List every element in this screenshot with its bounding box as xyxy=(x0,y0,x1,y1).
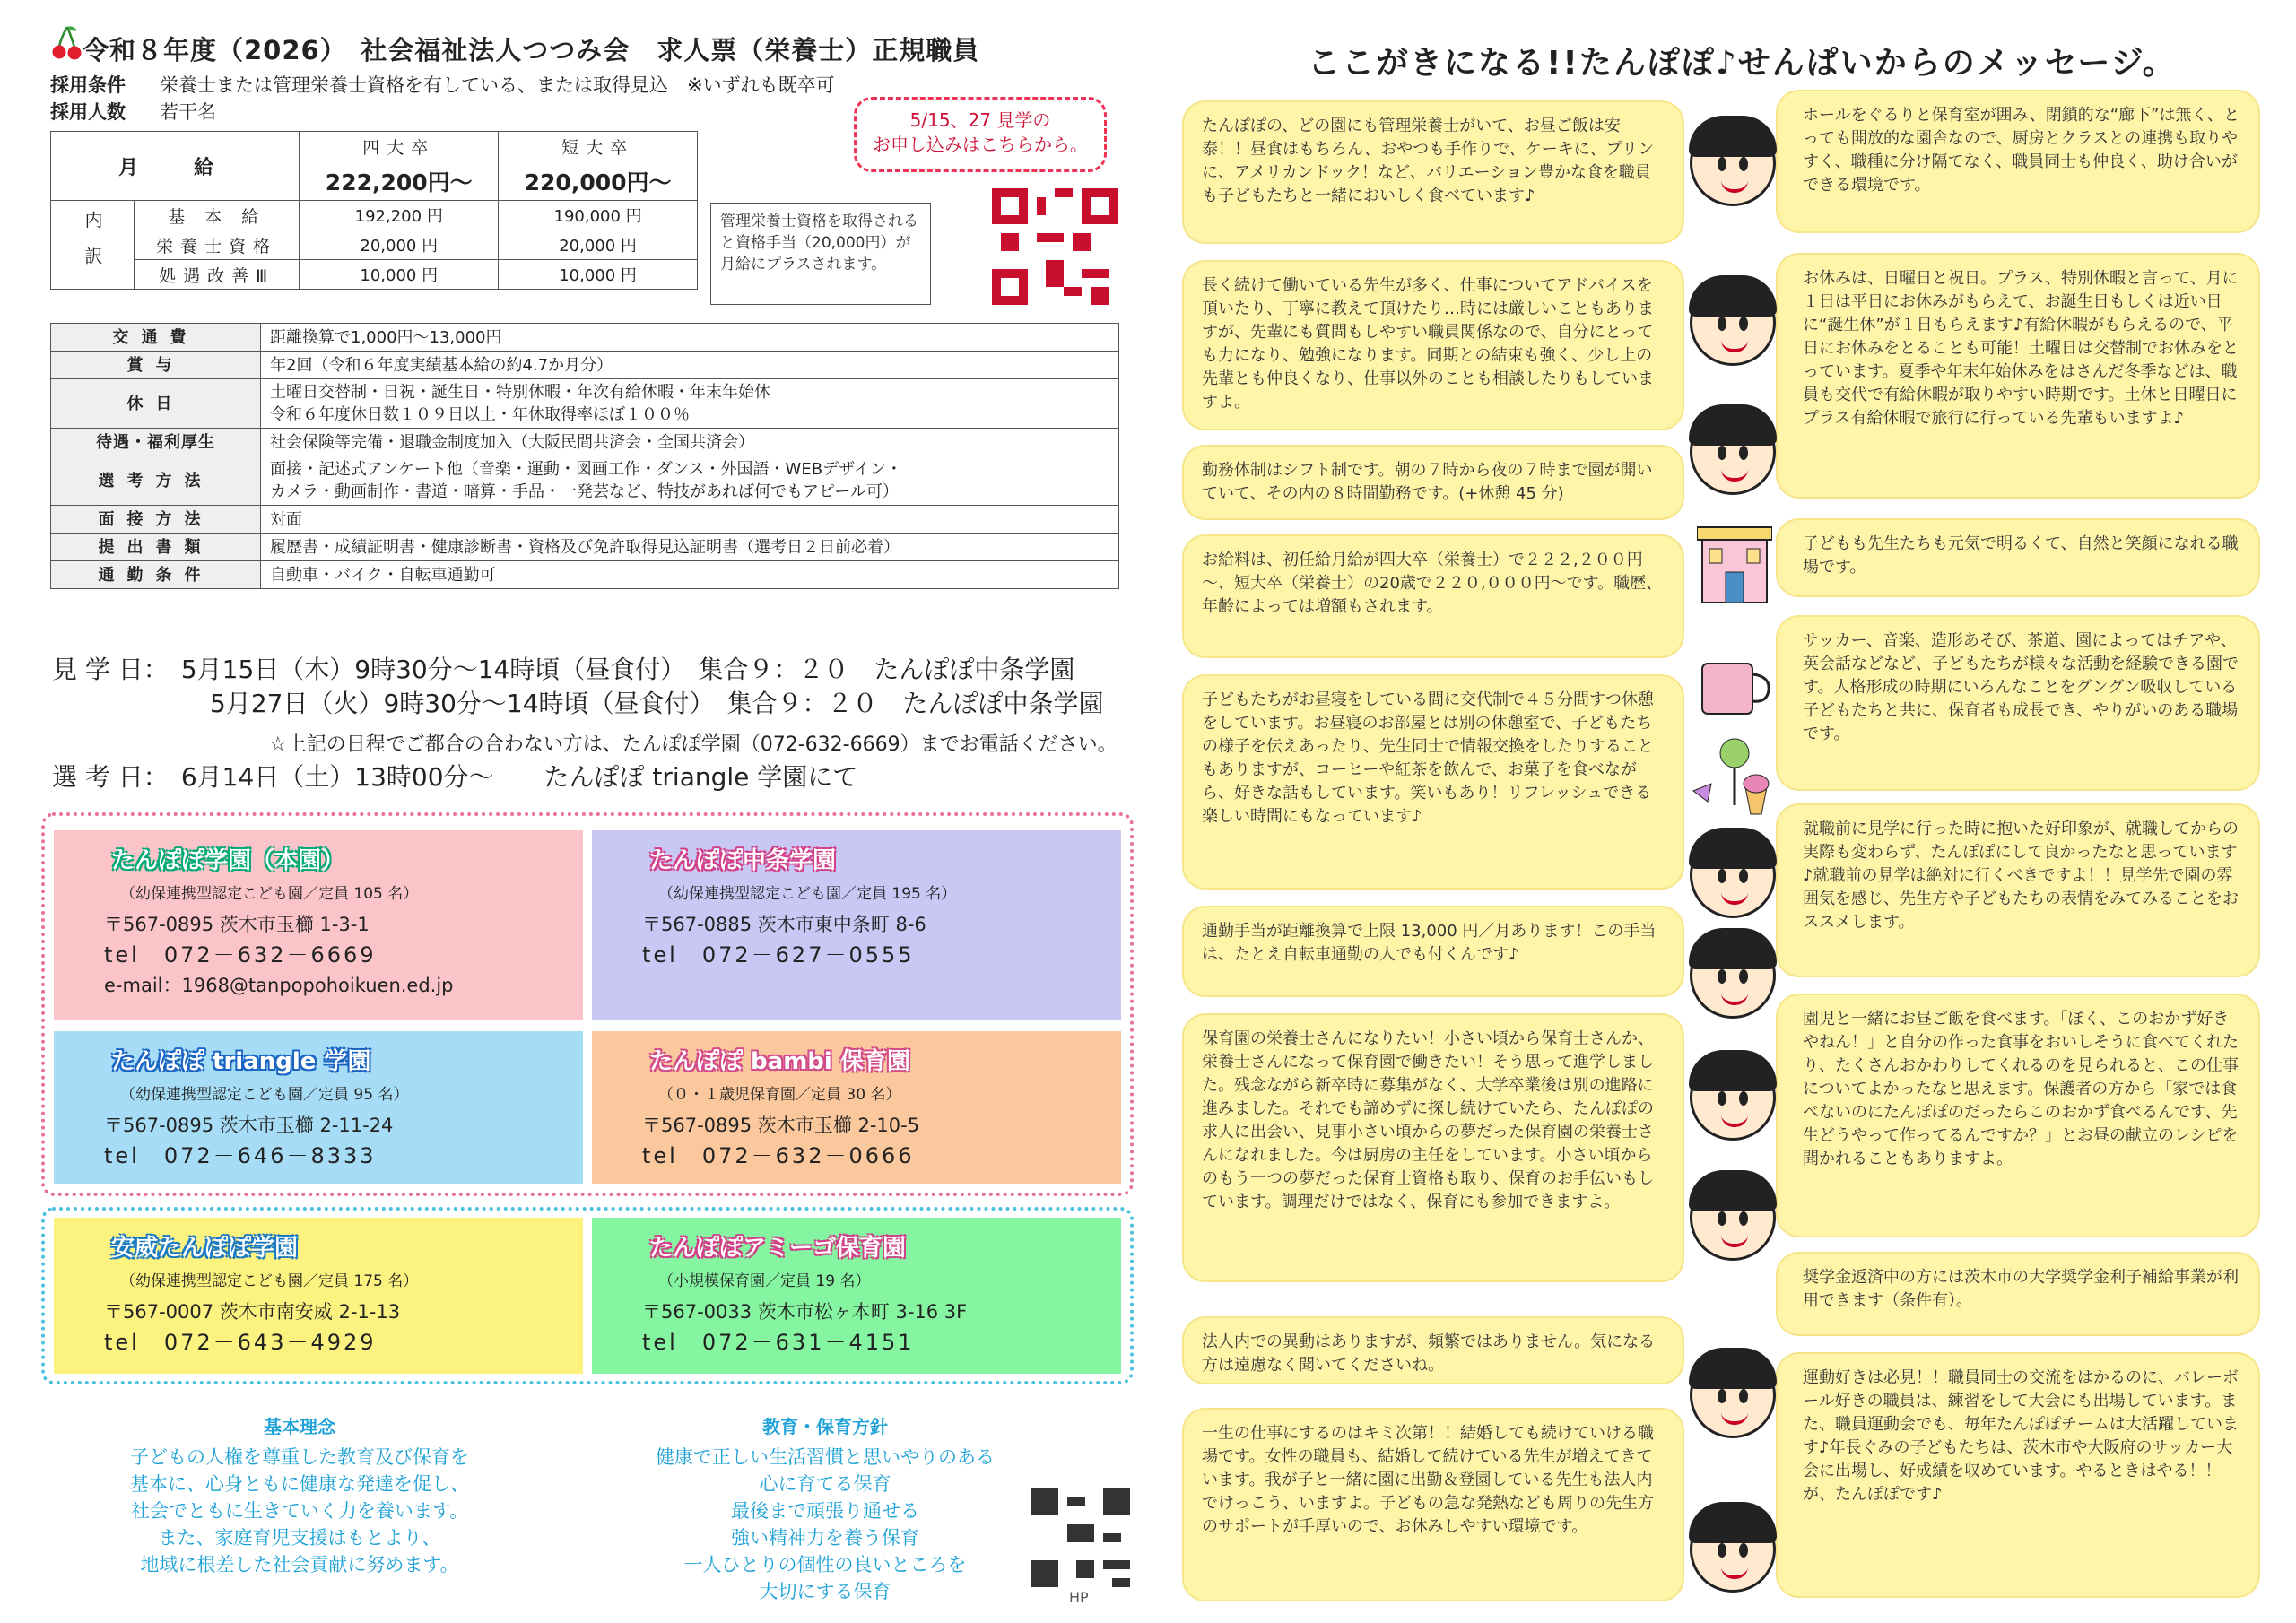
message-bubble: 就職前に見学に行った時に抱いた好印象が、就職してからの実際も変わらず、たんぽぽにして良かったなと思っています♪就職前の見学は絶対に行くべきですよ！！見学先で園の雰囲気を感じ、先生方や子どもたちの表情をみてみることをおススメします。 xyxy=(1776,803,2260,977)
schedule: 見 学 日： 5月15日（木）9時30分～14時頃（昼食付） 集合９：２０ たんぽぽ中条学園 5月27日（火）9時30分～14時頃（昼食付） 集合９：２０ たんぽぽ中条学園 xyxy=(52,655,1104,718)
hp-label: HP xyxy=(1069,1589,1089,1606)
sweets-icon xyxy=(1690,733,1772,818)
basic-philosophy: 基本理念 子どもの人権を尊重した教育及び保育を 基本に、心身ともに健康な発達を促し、 社会でともに生きていく力を養います。 また、家庭育児支援はもとより、 地域に根差した社会貢献に努めます。 xyxy=(130,1416,469,1575)
hp-qr-code[interactable] xyxy=(1031,1488,1130,1587)
girl-face-icon xyxy=(1690,280,1776,366)
message-bubble: 長く続けて働いている先生が多く、仕事についてアドバイスを頂いたり、丁寧に教えて頂けたり…時には厳しいこともありますが、先輩にも質問もしやすい職員関係なので、自分にとっても力になり、勉強になります。同期との結束も強く、少し上の先輩とも仲良くなり、仕事以外のことも相談したりもしていますよ。 xyxy=(1182,260,1684,430)
qualification-note: 管理栄養士資格を取得されると資格手当（20,000円）が月給にプラスされます。 xyxy=(710,203,931,305)
girl-face-icon xyxy=(1690,409,1776,495)
schedule-note: ☆上記の日程でご都合の合わない方は、たんぽぽ学園（072-632-6669）までお電話ください。 xyxy=(269,733,1118,756)
kindergarten-card: たんぽぽ学園（本園） （幼保連携型認定こども園／定員 105 名） 〒567-0895 茨木市玉櫛 1-3-1 tel 072－632－6669 e-mail：1968@tanpopohoikuen.ed.jp xyxy=(54,830,583,1020)
message-bubble: サッカー、音楽、造形あそび、茶道、園によってはチアや、英会話などなど、子どもたちが様々な活動を経験できる園です。人格形成の時期にいろんなことをグングン吸収している子どもたちと共に、保育者も成長でき、やりがいのある職場です。 xyxy=(1776,615,2260,791)
kindergarten-card: たんぽぽ中条学園 （幼保連携型認定こども園／定員 195 名） 〒567-0885 茨木市東中条町 8-6 tel 072－627－0555 xyxy=(592,830,1121,1020)
kindergarten-card: たんぽぽ triangle 学園 （幼保連携型認定こども園／定員 95 名） 〒567-0895 茨木市玉櫛 2-11-24 tel 072－646－8333 xyxy=(54,1031,583,1184)
kindergarten-card: たんぽぽ bambi 保育園 （０・１歳児保育園／定員 30 名） 〒567-0895 茨木市玉櫛 2-10-5 tel 072－632－0666 xyxy=(592,1031,1121,1184)
messages-title: ここがきになる!!たんぽぽ♪せんぱいからのメッセージ。 xyxy=(1308,45,2177,82)
message-bubble: お休みは、日曜日と祝日。プラス、特別休暇と言って、月に１日は平日にお休みがもらえて、お誕生日もしくは近い日に“誕生休”が１日もらえます♪有給休暇がもらえるので、平日にお休みをとることも可能！土曜日は交替制でお休みをとっています。夏季や年末年始休みをはさんだ冬季などは、職員も交代で有給休暇が取りやすい時期です。土休と日曜日にプラス有給休暇で旅行に行っている先輩もいますよ♪ xyxy=(1776,253,2260,499)
education-policy: 教育・保育方針 健康で正しい生活習慣と思いやりのある 心に育てる保育 最後まで頑張り通せる 強い精神力を養う保育 一人ひとりの個性の良いところを 大切にする保育 xyxy=(656,1416,995,1602)
glasses-face-icon xyxy=(1690,1506,1776,1593)
house-icon xyxy=(1697,515,1772,604)
selection-date: 選 考 日： 6月14日（土）13時00分～ たんぽぽ triangle 学園にて xyxy=(52,762,858,792)
salary-table: 月 給 四大卒 短大卒 222,200円～ 220,000円～ 内 訳 基 本 給 192,200 円 190,000 円 栄養士資格 20,000 円 20,000 円 処遇改善Ⅲ 10,000 円 10,000 円 xyxy=(50,131,698,290)
message-bubble: 通勤手当が距離換算で上限 13,000 円／月あります！この手当は、たとえ自転車通勤の人でも付くんです♪ xyxy=(1182,906,1684,997)
message-bubble: 奨学金返済中の方には茨木市の大学奨学金利子補給事業が利用できます（条件有）。 xyxy=(1776,1252,2260,1336)
message-bubble: 一生の仕事にするのはキミ次第！！結婚しても続けていける職場です。女性の職員も、結婚して続けている先生が増えてきています。我が子と一緒に園に出勤＆登園している先生も法人内でけっこう、いますよ。子どもの急な発熱なども周りの先生方のサポートが手厚いので、お休みしやすい環境です。 xyxy=(1182,1408,1684,1601)
message-bubble: ホールをぐるりと保育室が囲み、閉鎖的な“廊下”は無く、とっても開放的な園舎なので、厨房とクラスとの連携も取りやすく、職種に分け隔てなく、職員同士も仲良く、助け合いができる環境です。 xyxy=(1776,90,2260,233)
boy-face-icon xyxy=(1690,1352,1776,1438)
message-bubble: 法人内での異動はありますが、頻繁ではありません。気になる方は遠慮なく聞いてくださいね。 xyxy=(1182,1316,1684,1384)
message-bubble: お給料は、初任給月給が四大卒（栄養士）で２２２,２００円～、短大卒（栄養士）の20歳で２２０,０００円～です。職歴、年齢によっては増額もされます。 xyxy=(1182,534,1684,658)
tour-date-2: 5月27日（火）9時30分～14時頃（昼食付） 集合９：２０ たんぽぽ中条学園 xyxy=(210,689,1104,718)
coffee-cup-icon xyxy=(1695,655,1774,717)
message-bubble: 子どもも先生たちも元気で明るくて、自然と笑顔になれる職場です。 xyxy=(1776,518,2260,597)
kindergarten-card: 安威たんぽぽ学園 （幼保連携型認定こども園／定員 175 名） 〒567-0007 茨木市南安威 2-1-13 tel 072－643－4929 xyxy=(54,1218,583,1374)
tour-qr-code[interactable] xyxy=(992,188,1118,305)
hiring-conditions: 採用条件 栄養士または管理栄養士資格を有している、または取得見込 ※いずれも既卒可 採用人数 若干名 xyxy=(50,74,835,123)
kindergarten-card: たんぽぽアミーゴ保育園 （小規模保育園／定員 19 名） 〒567-0033 茨木市松ヶ本町 3-16 3F tel 072－631－4151 xyxy=(592,1218,1121,1374)
girl-face-icon xyxy=(1690,933,1776,1019)
girl-face-icon xyxy=(1690,1055,1776,1141)
girl-face-icon xyxy=(1690,1175,1776,1261)
cherry-icon xyxy=(52,25,83,61)
message-bubble: たんぽぽの、どの園にも管理栄養士がいて、お昼ご飯は安泰！！昼食はもちろん、おやつも手作りで、ケーキに、プリンに、アメリカンドック！など、バリエーション豊かな食を職員も子どもたちと一緒においしく食べています♪ xyxy=(1182,100,1684,244)
conditions-table: 交通費 距離換算で1,000円～13,000円 賞与 年2回（令和６年度実績基本給の約4.7か月分） 休日 土曜日交替制・日祝・誕生日・特別休暇・年次有給休暇・年末年始休 令和６年度休日数１０９日以上・年休取得率ほぼ１００％ 待遇・福利厚生 社会保険等完備・退職金制度加入（大阪民間共済会・全国共済会） 選考方法 面接・記述式アンケート他（音楽・運動・図画工作・ダンス・外国語・WEBデザイン・ カメラ・動画制作・書道・暗算・手品・一発芸など、特技があれば何でもアピール可） 面接方法 対面 提出書類 履歴書・成績証明書・健康診断書・資格及び免許取得見込証明書（選考日２日前必着） 通勤条件 自動車・バイク・自転車通勤可 xyxy=(50,323,1119,589)
message-bubble: 運動好きは必見！！職員同士の交流をはかるのに、バレーボール好きの職員は、練習をして大会にも出場しています。また、職員運動会でも、毎年たんぽぽチームは大活躍しています♪年長ぐみの子どもたちは、茨木市や大阪府のサッカー大会に出場し、好成績を収めています。やるときはやる！！が、たんぽぽです♪ xyxy=(1776,1352,2260,1598)
salary-4yr: 222,200円～ xyxy=(300,161,499,201)
salary-2yr: 220,000円～ xyxy=(499,161,698,201)
page-title: 令和８年度（2026） 社会福祉法人つつみ会 求人票（栄養士）正規職員 xyxy=(83,35,980,65)
smiling-face-icon xyxy=(1690,120,1776,206)
messages-page xyxy=(1148,0,2296,1623)
message-bubble: 子どもたちがお昼寝をしている間に交代制で４５分間すつ休憩をしています。お昼寝のお部屋とは別の休憩室で、子どもたちの様子を伝えあったり、先生同士で情報交換をしたりすることもありますが、コーヒーや紅茶を飲んで、お菓子を食べながら、好きな話もしています。笑いもあり！リフレッシュできる楽しい時間にもなっています♪ xyxy=(1182,674,1684,890)
message-bubble: 保育園の栄養士さんになりたい！小さい頃から保育士さんか、栄養士さんになって保育園で働きたい！そう思って進学しました。残念ながら新卒時に募集がなく、大学卒業後は別の進路に進みました。それでも諦めずに探し続けていたら、たんぽぽの求人に出会い、見事小さい頃からの夢だった保育園の栄養士さんになれました。今は厨房の主任をしています。小さい頃からのもう一つの夢だった保育士資格も取り、保育のお手伝いもしています。調理だけではなく、保育にも参加できますよ。 xyxy=(1182,1013,1684,1282)
tour-signup-callout: 5/15、27 見学の お申し込みはこちらから。 xyxy=(854,97,1107,172)
message-bubble: 勤務体制はシフト制です。朝の７時から夜の７時まで園が開いていて、その内の８時間勤務です。(+休憩 45 分) xyxy=(1182,445,1684,520)
boy-face-icon xyxy=(1690,832,1776,918)
message-bubble: 園児と一緒にお昼ご飯を食べます。「ぼく、このおかず好きやねん！」と自分の作った食事をおいしそうに食べてくれたり、たくさんおかわりしてくれるのを見られると、この仕事についてよかったなと思えます。保護者の方から「家では食べないのにたんぽぽのだったらこのおかず食べるんです、先生どうやって作ってるんですか？」とお昼の献立のレシピを聞かれることもありますよ。 xyxy=(1776,994,2260,1237)
tour-date-1: 5月15日（木）9時30分～14時頃（昼食付） 集合９：２０ たんぽぽ中条学園 xyxy=(180,655,1075,684)
